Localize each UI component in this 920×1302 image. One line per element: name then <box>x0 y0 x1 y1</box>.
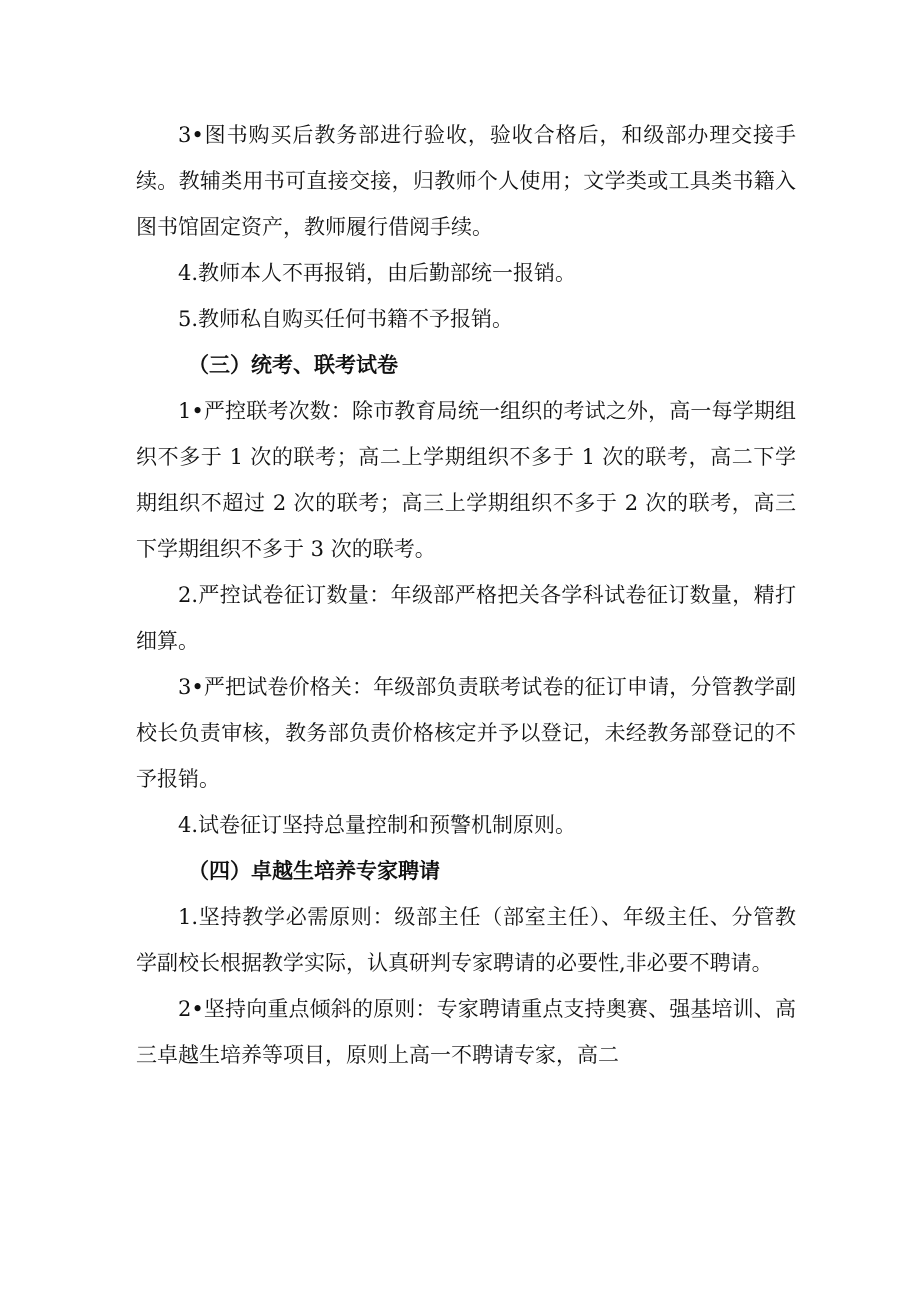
section-heading-expert-hiring: （四）卓越生培养专家聘请 <box>188 859 440 883</box>
paragraph-teaching-necessity: 1.坚持教学必需原则：级部主任（部室主任）、年级主任、分管教学副校长根据教学实际，认真研判专家聘请的必要性,非必要不聘请。 <box>136 905 796 975</box>
paragraph-priority-principle: 2•坚持向重点倾斜的原则：专家聘请重点支持奥赛、强基培训、高三卓越生培养等项目，原则上高一不聘请专家，高二 <box>136 997 796 1067</box>
paragraph-no-personal-reimbursement: 4.教师本人不再报销，由后勤部统一报销。 <box>178 261 577 285</box>
document-body <box>136 112 796 1078</box>
section-heading-exam-papers: （三）统考、联考试卷 <box>188 353 398 377</box>
paragraph-private-purchase: 5.教师私自购买任何书籍不予报销。 <box>178 307 514 331</box>
paragraph-total-control: 4.试卷征订坚持总量控制和预警机制原则。 <box>178 813 577 837</box>
paragraph-exam-count: 1•严控联考次数：除市教育局统一组织的考试之外，高一每学期组织不多于 1 次的联考；高二上学期组织不多于 1 次的联考，高二下学期组织不超过 2 次的联考；高三上学期组织不多于 2 次的联考，高三下学期组织不多于 3 次的联考。 <box>136 399 796 561</box>
paragraph-book-acceptance: 3•图书购买后教务部进行验收，验收合格后，和级部办理交接手续。教辅类用书可直接交接，归教师个人使用；文学类或工具类书籍入图书馆固定资产，教师履行借阅手续。 <box>136 123 796 239</box>
paragraph-paper-price: 3•严把试卷价格关：年级部负责联考试卷的征订申请，分管教学副校长负责审核，教务部负责价格核定并予以登记，未经教务部登记的不予报销。 <box>136 675 796 791</box>
paragraph-paper-quantity: 2.严控试卷征订数量：年级部严格把关各学科试卷征订数量，精打细算。 <box>136 583 796 653</box>
